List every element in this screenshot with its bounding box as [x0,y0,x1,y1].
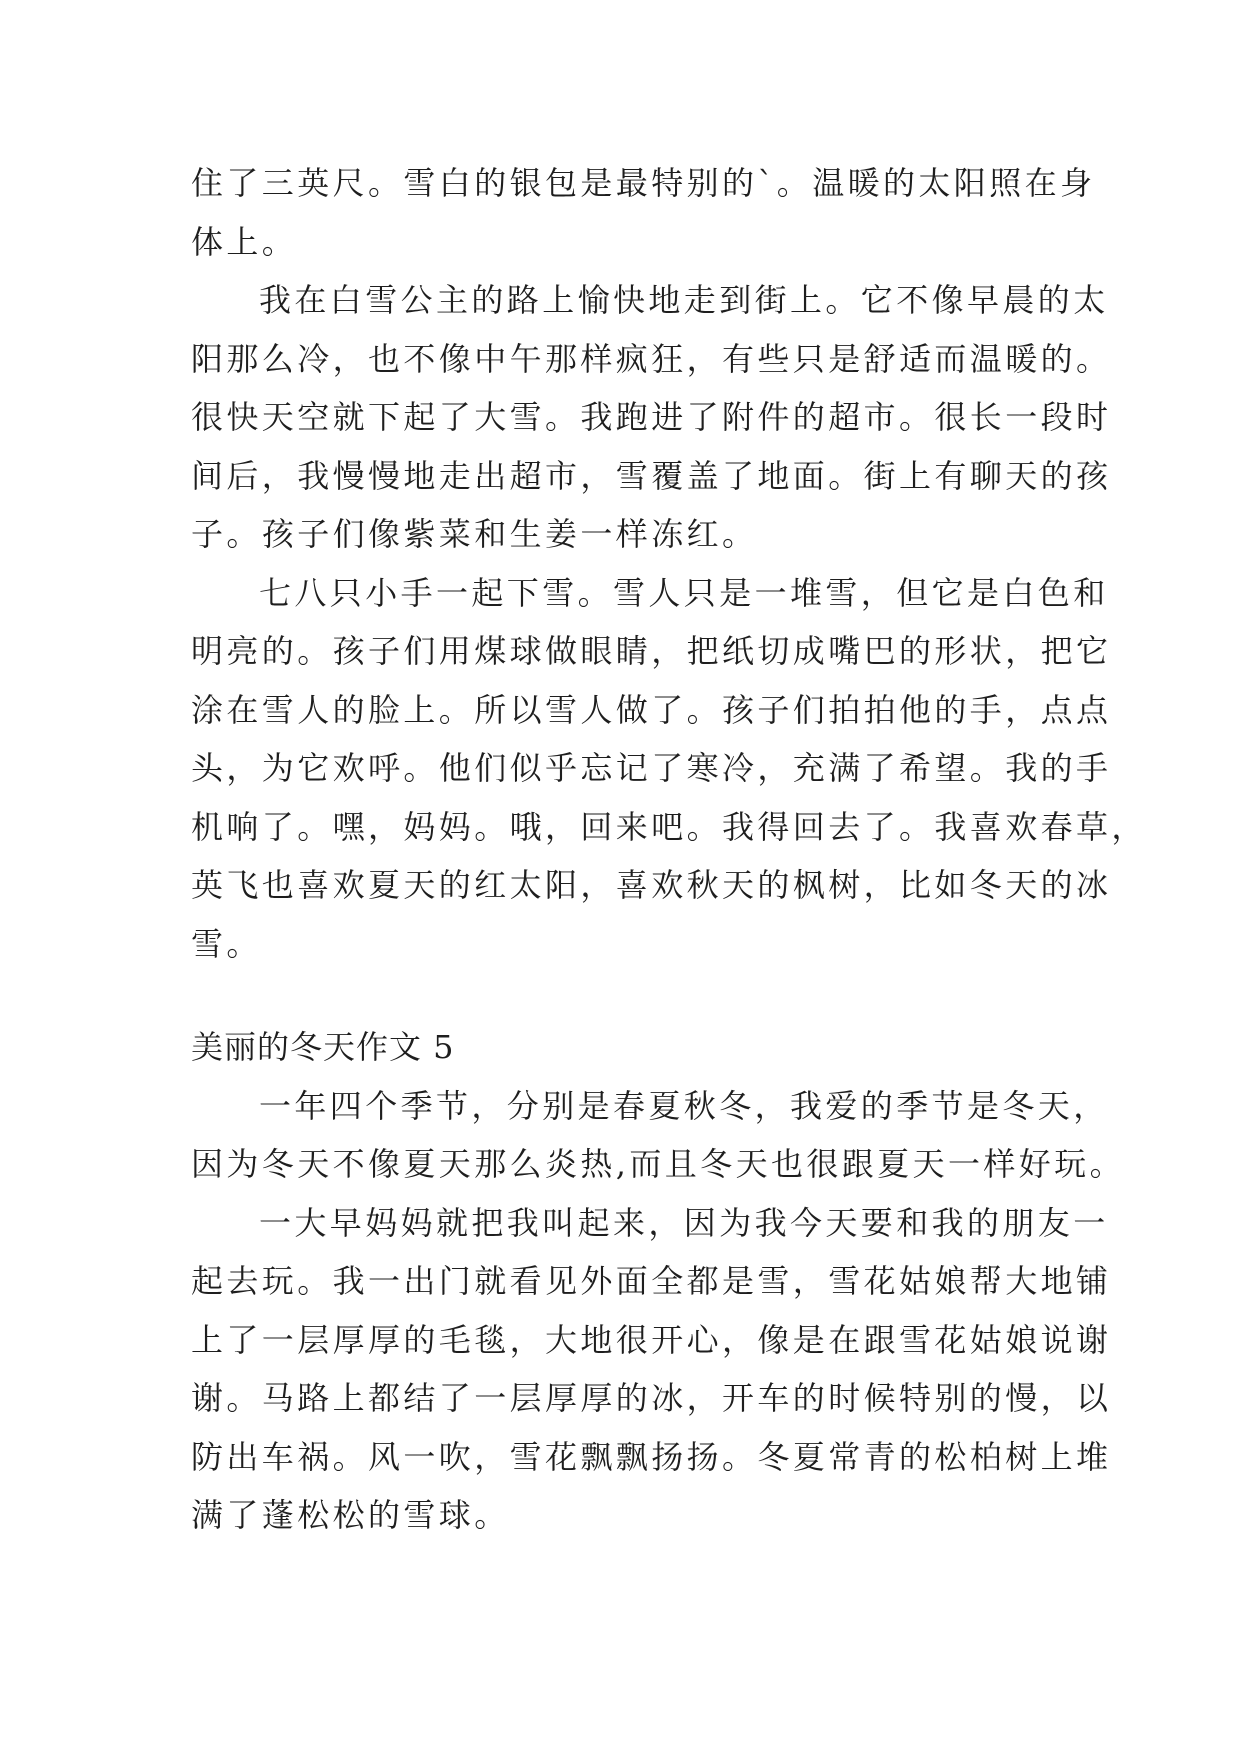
essay-title: 美丽的冬天作文 5 [191,1028,455,1066]
text-line: 机响了。嘿，妈妈。哦，回来吧。我得回去了。我喜欢春草， [191,807,1147,846]
text-line: 一大早妈妈就把我叫起来，因为我今天要和我的朋友一 [259,1203,1109,1242]
text-line: 涂在雪人的脸上。所以雪人做了。孩子们拍拍他的手，点点 [191,690,1112,729]
text-line: 雪。 [191,924,262,963]
text-line: 满了蓬松松的雪球。 [191,1496,510,1534]
text-line: 一年四个季节，分别是春夏秋冬，我爱的季节是冬天， [259,1086,1109,1125]
text-line: 起去玩。我一出门就看见外面全都是雪，雪花姑娘帮大地铺 [191,1262,1112,1300]
text-line: 七八只小手一起下雪。雪人只是一堆雪，但它是白色和 [259,573,1109,612]
text-line: 阳那么冷，也不像中午那样疯狂，有些只是舒适而温暖的。 [191,339,1112,378]
text-line: 因为冬天不像夏天那么炎热,而且冬天也很跟夏天一样好玩。 [191,1145,1125,1183]
text-line: 体上。 [191,222,298,261]
text-line: 英飞也喜欢夏天的红太阳，喜欢秋天的枫树，比如冬天的冰 [191,866,1112,904]
text-line: 明亮的。孩子们用煤球做眼睛，把纸切成嘴巴的形状，把它 [191,632,1112,670]
text-line: 防出车祸。风一吹，雪花飘飘扬扬。冬夏常青的松柏树上堆 [191,1437,1112,1476]
text-line: 谢。马路上都结了一层厚厚的冰，开车的时候特别的慢，以 [191,1379,1112,1417]
text-line: 我在白雪公主的路上愉快地走到街上。它不像早晨的太 [259,281,1109,319]
text-line: 上了一层厚厚的毛毯，大地很开心，像是在跟雪花姑娘说谢 [191,1320,1112,1359]
text-line: 子。孩子们像紫菜和生姜一样冻红。 [191,515,758,553]
text-line: 间后，我慢慢地走出超市，雪覆盖了地面。街上有聊天的孩 [191,456,1112,495]
essay-continuation [191,154,1147,973]
text-line: 住了三英尺。雪白的银包是最特别的`。温暖的太阳照在身 [191,164,1096,202]
text-line: 很快天空就下起了大雪。我跑进了附件的超市。很长一段时 [191,398,1112,436]
essay-5 [191,1018,1125,1545]
text-line: 头，为它欢呼。他们似乎忘记了寒冷，充满了希望。我的手 [191,749,1112,787]
